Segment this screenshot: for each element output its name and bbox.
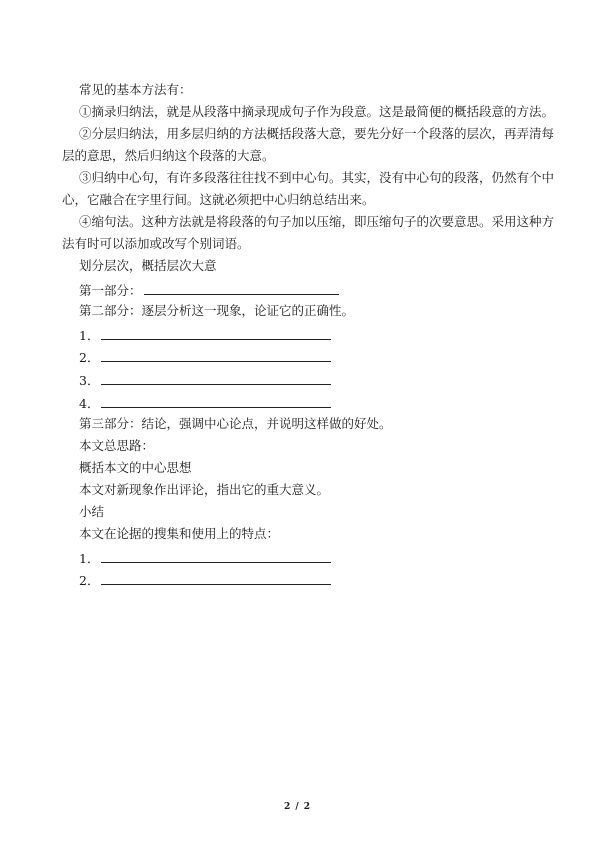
- item-number: 1．: [79, 551, 100, 566]
- item-number: 2．: [79, 350, 100, 365]
- answer-blank[interactable]: [101, 394, 331, 408]
- part-2-line: 第二部分：逐层分析这一现象，论证它的正确性。: [79, 303, 355, 318]
- item-number: 2．: [79, 573, 100, 588]
- part-2-item-4: [79, 394, 539, 412]
- item-number: 3．: [79, 373, 100, 388]
- intro-line: 常见的基本方法有：: [79, 82, 192, 97]
- item-number: 1．: [79, 328, 100, 343]
- summary-item-1: [79, 549, 539, 567]
- method-4-line-2: 法有时可以添加或改写个别词语。: [62, 236, 250, 251]
- method-1: ①摘录归纳法，就是从段落中摘录现成句子作为段意。这是最简便的概括段意的方法。: [79, 104, 555, 119]
- method-3-line-2: 心，它融合在字里行间。这就必须把中心归纳总结出来。: [62, 192, 375, 207]
- summary-heading: 小结: [79, 504, 105, 519]
- part-2-item-3: [79, 371, 539, 389]
- part-3-line: 第三部分：结论，强调中心论点，并说明这样做的好处。: [79, 416, 392, 431]
- part-1-row: [79, 281, 539, 299]
- page-number: 2 / 2: [283, 802, 312, 812]
- answer-blank[interactable]: [101, 549, 331, 563]
- answer-blank[interactable]: [101, 326, 331, 340]
- answer-blank[interactable]: [101, 571, 331, 585]
- part-2-item-1: [79, 326, 539, 344]
- answer-blank[interactable]: [101, 371, 331, 385]
- method-2-line-1: ②分层归纳法，用多层归纳的方法概括段落大意，要先分好一个段落的层次，再弄清每: [79, 126, 555, 141]
- central-idea-heading: 概括本文的中心思想: [79, 460, 192, 475]
- divide-heading: 划分层次，概括层次大意: [79, 258, 217, 273]
- central-idea-text: 本文对新现象作出评论，指出它的重大意义。: [79, 482, 330, 497]
- method-2-line-2: 层的意思，然后归纳这个段落的大意。: [62, 148, 275, 163]
- method-4-line-1: ④缩句法。这种方法就是将段落的句子加以压缩，即压缩句子的次要意思。采用这种方: [79, 214, 555, 229]
- summary-text: 本文在论据的搜集和使用上的特点：: [79, 526, 280, 541]
- overall-heading: 本文总思路：: [79, 438, 155, 453]
- part-1-blank[interactable]: [144, 281, 339, 295]
- summary-item-2: [79, 571, 539, 589]
- part-2-item-2: [79, 348, 539, 366]
- item-number: 4．: [79, 396, 100, 411]
- method-3-line-1: ③归纳中心句，有许多段落往往找不到中心句。其实，没有中心句的段落，仍然有个中: [79, 170, 555, 185]
- answer-blank[interactable]: [101, 348, 331, 362]
- part-1-label: 第一部分：: [79, 283, 142, 298]
